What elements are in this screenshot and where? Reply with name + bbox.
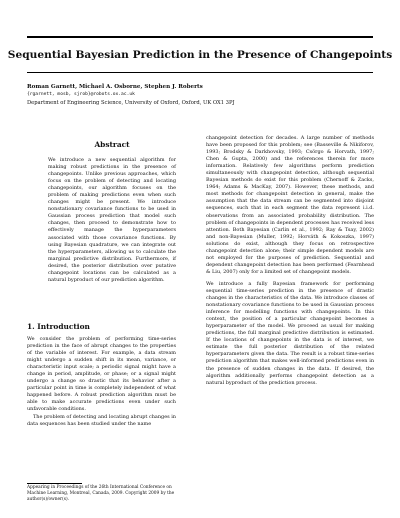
- abstract-body: [48, 157, 176, 284]
- right-column-body: [206, 135, 374, 387]
- author-list: Roman Garnett, Michael A. Osborne, Stephen J. Roberts: [27, 84, 203, 90]
- paper-title: Sequential Bayesian Prediction in the Presence of Changepoints: [7, 49, 393, 61]
- introduction-body: [27, 336, 176, 428]
- intro-paragraph-2: The problem of detecting and locating abrupt changes in data sequences has been studied under the name: [27, 413, 176, 427]
- intro-paragraph-1: We consider the problem of performing time-series prediction in the face of abrupt changes to the properties of the variable of interest. For example, a data stream might undergo a sudden shift in its mean, variance, or characteristic input scale; a periodic signal might have a change in period, amplitude, or phase; or a signal might undergo a change so drastic that its behavior after a particular point in time is completely independent of what happened before. A robust prediction algorithm must be able to make accurate predictions even under such unfavorable conditions.: [27, 336, 176, 413]
- right-paragraph-1: changepoint detection for decades. A large number of methods have been proposed for this problem; see (Basseville & Nikiforov, 1993; Brodsky & Darkhovsky, 1993; Csörgo & Horvath, 1997; Chen & Gupta, 2000) and the references therein for more information. Relatively few algorithms perform prediction simultaneously with changepoint detection, although sequential Bayesian methods do exist for this problem (Chernoff & Zacks, 1964; Adams & MacKay, 2007). However, these methods, and most methods for changepoint detection in general, make the assumption that the data stream can be segmented into disjoint sequences, such that in each segment the data represent i.i.d. observations from an associated probability distribution. The problem of changepoints in dependent processes has received less attention. Both Bayesian (Carlin et al., 1992; Ray & Tsay, 2002) and non-Bayesian (Muller, 1992; Horváth & Kokoszka, 1997) solutions do exist, although they focus on retrospective changepoint detection alone; their simple dependent models are not employed for the purposes of prediction. Sequential and dependent changepoint detection has been performed (Fearnhead & Liu, 2007) only for a limited set of changepoint models.: [206, 135, 374, 275]
- footnote: Appearing in Proceedings of the 26th International Conference on Machine Learning, Montreal, Canada, 2009. Copyright 2009 by the author(s)/owner(s).: [27, 485, 175, 502]
- title-top-rule: [27, 36, 373, 38]
- section-heading-introduction: 1. Introduction: [27, 322, 90, 331]
- author-emails: {rgarnett, mosb, sjrob}@robots.ox.ac.uk: [27, 92, 135, 97]
- footnote-rule: [27, 483, 82, 484]
- abstract-text: We introduce a new sequential algorithm for making robust predictions in the presence of changepoints. Unlike previous approaches, which focus on the problem of detecting and locating changepoints, our algorithm focuses on the problem of making predictions even when such changes might be present. We introduce nonstationary covariance functions to be used in Gaussian process prediction that model such changes, then proceed to demonstrate how to effectively manage the hyperparameters associated with those covariance functions. By using Bayesian quadrature, we can integrate out the hyperparameters, allowing us to calculate the marginal predictive distribution. Furthermore, if desired, the posterior distribution over putative changepoint locations can be calculated as a natural byproduct of our prediction algorithm.: [48, 157, 176, 283]
- affiliation: Department of Engineering Science, University of Oxford, Oxford, UK OX1 3PJ: [27, 100, 235, 106]
- title-bottom-rule: [27, 72, 373, 73]
- abstract-heading: Abstract: [94, 140, 130, 149]
- right-paragraph-2: We introduce a fully Bayesian framework for performing sequential time-series prediction in the presence of drastic changes in the characteristics of the data. We introduce classes of nonstationary covariance functions to be used in Gaussian process inference for modelling functions with changepoints. In this context, the position of a particular changepoint becomes a hyperparameter of the model. We proceed as usual for making predictions, the full marginal predictive distribution is estimated. If the locations of changepoints in the data is of interest, we estimate the full posterior distribution of the related hyperparameters given the data. The result is a robust time-series prediction algorithm that makes well-informed predictions even in the presence of sudden changes in the data. If desired, the algorithm additionally performs changepoint detection as a natural byproduct of the prediction process.: [206, 280, 374, 386]
